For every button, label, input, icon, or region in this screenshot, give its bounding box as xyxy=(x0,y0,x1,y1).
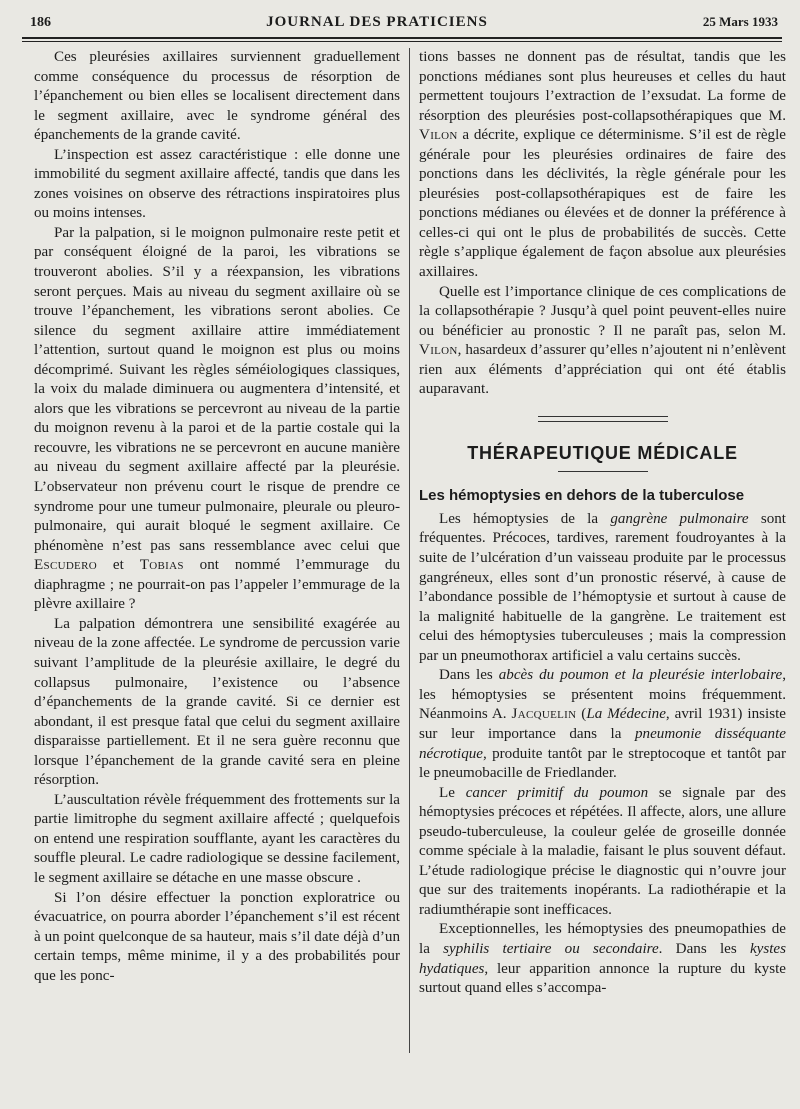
author-name: Vilon xyxy=(419,342,458,359)
text-run: Par la palpation, si le moignon pulmonaire reste petit et par conséquent éloigné de la paroi, les vibrations se trouveront abolies. S’il y a réexpansion, les vibrations seront perçues. Mais au niveau du segment axillaire où se trouve l’épanchement, les vibrations seront abolies. Ce silence du segment axillaire attire immédiatement l’attention, surtout quand le moignon est plus ou moins décomprimé. Suivant les règles séméiologiques classiques, la voix du malade diminuera ou augmentera d’intensité, et alors que les vibrations se percevront au niveau de la partie du moignon revenu à la paroi et de la partie costale qui la recouvre, les vibrations ne se percevront en aucune manière au niveau du segment axillaire affecté par la pleurésie. L’observateur non prévenu court le risque de prendre ce syndrome pour une tumeur pulmonaire, pleurale ou pleuro-pulmonaire, qui aurait bloqué le segment axillaire. Ce phénomène n’est pas sans ressemblance avec celui que xyxy=(34,224,400,554)
italic-term: cancer primitif du poumon xyxy=(465,784,649,801)
right-column xyxy=(419,48,786,999)
paragraph xyxy=(419,784,786,921)
page-number: 186 xyxy=(30,15,51,30)
italic-term: syphilis tertiaire ou secondaire xyxy=(443,940,659,957)
author-name: Vilon xyxy=(419,127,458,144)
text-run: sont fréquentes. Précoces, tardives, rarement foudroyantes à la suite de l’ulcération d’un vaisseau produite par le processus gangréneux, elles sont d’un pronostic réservé, à cause de l’abondance possible de l’hémoptysie et surtout à cause de la malignité habituelle de la gangrène. Le traitement est celui des hémoptysies tuberculeuses ; mais la compression par un pneumothorax artificiel a valu certains succès. xyxy=(419,510,786,664)
text-run: , les hémoptysies se présentent moins fréquemment. Néanmoins A. xyxy=(419,667,786,723)
paragraph xyxy=(34,224,400,615)
paragraph: Si l’on désire effectuer la ponction exploratrice ou évacuatrice, on pourra aborder l’épanchement s’il est récent à un point quelconque de sa hauteur, mais s’il date déjà d’un certain temps, même minime, il y a des probabilités pour que les ponc- xyxy=(34,889,400,984)
author-name: Escudero xyxy=(34,557,97,574)
paragraph xyxy=(419,920,786,998)
title-underline xyxy=(558,471,648,472)
italic-term: gangrène pulmonaire xyxy=(610,510,749,527)
text-run: ont nommé l’emmurage du diaphragme ; ne pourrait-on pas l’appeler l’emmurage de la plèvre axillaire ? xyxy=(34,557,400,613)
issue-date: 25 Mars 1933 xyxy=(702,14,778,29)
paragraph: L’auscultation révèle fréquemment des frottements sur la partie limitrophe du segment axillaire affecté ; quelquefois on entend une respiration soufflante, ayant les caractères du souffle pleural. Le cadre radiologique se dessine facilement, le segment axillaire se détache en une masse obscure . xyxy=(34,791,400,886)
text-run: tions basses ne donnent pas de résultat, tandis que les ponctions médianes sont plus heureuses et celles du haut permettent toujours l’extraction de l’exsudat. La forme de résorption des pleurésies post-collapsothérapiques que M. xyxy=(419,49,786,124)
text-run: , avril 1931) insiste sur leur importance dans la xyxy=(419,706,786,742)
text-run: Les hémoptysies de la xyxy=(439,510,599,527)
italic-term: abcès du poumon et la pleurésie interlobaire xyxy=(498,667,783,684)
text-run: , produite tantôt par le streptocoque et tantôt par le pneumobacille de Friedlander. xyxy=(419,745,786,782)
author-name: Tobias xyxy=(139,557,184,574)
paragraph xyxy=(419,283,786,400)
text-run: Exceptionnelles, les hémoptysies des pneumopathies de la xyxy=(419,921,786,957)
text-run: . Dans les xyxy=(658,940,737,957)
journal-title: JOURNAL DES PRATICIENS xyxy=(266,14,488,30)
column-divider xyxy=(409,48,410,1053)
italic-term: kystes hydatiques xyxy=(419,940,787,977)
text-run: Dans les xyxy=(439,667,493,684)
text-run: Le xyxy=(439,784,455,801)
text-run: a décrite, explique ce déterminisme. S’il est de règle générale pour les pleurésies ordinaires de faire des ponctions dans les déclivités, la règle générale pour les pleurésies post-collapsothérapiques est de faire les ponctions médianes ou élevées et de donner la préférence à celles-ci qui ont le plus de probabilités de succès. Cette règle s’applique également de façon absolue aux pleurésies axillaires. xyxy=(419,127,786,281)
text-run: , leur apparition annonce la rupture du kyste surtout quand elles s’accompa- xyxy=(419,960,786,997)
author-name: Jacquelin xyxy=(511,706,577,723)
italic-term: pneumonie disséquante nécrotique xyxy=(419,725,786,762)
left-column xyxy=(34,48,400,986)
text-run: ( xyxy=(581,706,587,723)
section-separator xyxy=(538,416,668,422)
section-title: THÉRAPEUTIQUE MÉDICALE xyxy=(467,442,738,463)
paragraph: L’inspection est assez caractéristique : elle donne une immobilité du segment axillaire affecté, tandis que dans les zones voisines on observe des rétractions inspiratoires plus ou moins intenses. xyxy=(34,146,400,222)
paragraph xyxy=(419,48,786,283)
paragraph xyxy=(419,510,786,666)
paragraph xyxy=(419,666,786,783)
text-run: Quelle est l’importance clinique de ces complications de la collapsothérapie ? Jusqu’à quel point peuvent-elles nuire ou bénéficier au pronostic ? Il ne paraît pas, selon M. xyxy=(419,283,786,339)
paragraph: Ces pleurésies axillaires surviennent graduellement comme conséquence du processus de résorption de l’épanchement ou bien elles se localisent directement dans le segment axillaire, avec le syndrome général des épanchements de la grande cavité. xyxy=(34,49,400,144)
text-run: se signale par des hémoptysies précoces et répétées. Il affecte, alors, une allure pseudo-tuberculeuse, la couleur gelée de groseille donnée comme spéciale à la maladie, faisant le plus souvent défaut. L’étude radiologique précise le diagnostic qui n’ouvre jour que sur des traitements inopérants. La radiothérapie et la radiumthérapie sont inefficaces. xyxy=(419,784,786,918)
header-rule xyxy=(22,37,782,42)
text-run: et xyxy=(112,557,124,574)
text-run: , hasardeux d’assurer qu’elles n’ajoutent ni n’enlèvent rien aux éléments d’appréciation qui ont été établis auparavant. xyxy=(419,342,786,398)
article-heading: Les hémoptysies en dehors de la tuberculose xyxy=(419,487,745,505)
paragraph: La palpation démontrera une sensibilité exagérée au niveau de la zone affectée. Le syndrome de percussion varie suivant l’amplitude de la pleurésie axillaire, le degré du collapsus pulmonaire, l’existence ou l’absence d’épanchements de la grande cavité. Si ce dernier est abondant, il est presque fatal que celui du segment axillaire disparaisse partiellement. Et il ne sera guère reconnu que lorsque l’épanchement de la grande cavité sera en pleine résorption. xyxy=(34,615,400,789)
journal-citation: La Médecine xyxy=(586,706,666,723)
